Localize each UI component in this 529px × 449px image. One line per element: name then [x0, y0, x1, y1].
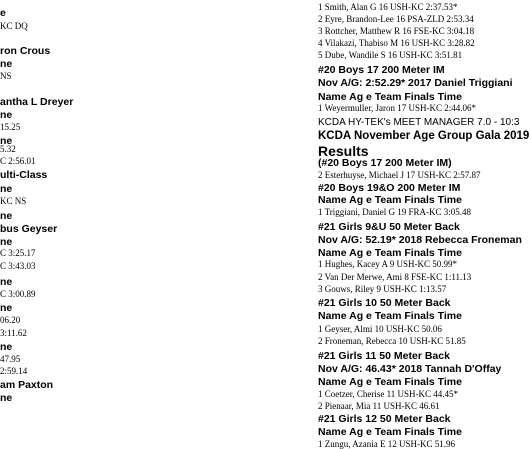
right-text-line: 1 Hughes, Kacey A 9 USH-KC 50.99*: [318, 259, 457, 269]
left-text-line: 06.20: [0, 315, 21, 325]
right-text-line: 2 Eyre, Brandon-Lee 16 PSA-ZLD 2:53.34: [318, 14, 474, 24]
right-text-line: 1 Geyser, Almi 10 USH-KC 50.06: [318, 324, 442, 334]
left-text-line: ne: [0, 210, 13, 222]
right-text-line: Name Ag e Team Finals Time: [318, 91, 462, 103]
right-text-line: Nov A/G: 2:52.29* 2017 Daniel Triggiani: [318, 77, 513, 89]
right-text-line: 2 Froneman, Rebecca 10 USH-KC 51.85: [318, 336, 466, 346]
right-text-line: 2 Pienaar, Mia 11 USH-KC 46.61: [318, 401, 440, 411]
left-text-line: KC DQ: [0, 21, 28, 31]
left-text-line: ne: [0, 135, 13, 147]
right-text-line: 5 Dube, Wandile S 16 USH-KC 3:51.81: [318, 50, 463, 60]
right-text-line: Nov A/G: 46.43* 2018 Tannah D'Offay: [318, 363, 502, 375]
right-text-line: 1 Coetzer, Cherise 11 USH-KC 44.45*: [318, 389, 459, 399]
left-text-line: ne: [0, 276, 13, 288]
right-text-line: Name Ag e Team Finals Time: [318, 426, 462, 438]
right-text-line: Nov A/G: 52.19* 2018 Rebecca Froneman: [318, 234, 522, 246]
right-text-line: 3 Gouws, Riley 9 USH-KC 1:13.57: [318, 284, 447, 294]
left-text-line: C 2:56.01: [0, 156, 36, 166]
right-text-line: 1 Triggiani, Daniel G 19 FRA-KC 3:05.48: [318, 207, 472, 217]
left-text-line: am Paxton: [0, 379, 54, 391]
left-text-line: ne: [0, 341, 13, 353]
left-text-line: ne: [0, 183, 13, 195]
left-text-line: 2:59.14: [0, 366, 28, 376]
left-text-line: KC NS: [0, 196, 27, 206]
right-text-line: 3 Rottcher, Matthew R 16 FSE-KC 3:04.18: [318, 26, 475, 36]
right-text-line: 1 Weyermuller, Jaron 17 USH-KC 2:44.06*: [318, 103, 476, 113]
left-text-line: ron Crous: [0, 45, 51, 57]
right-text-line: #20 Boys 19&O 200 Meter IM: [318, 182, 461, 194]
right-text-line: Name Ag e Team Finals Time: [318, 247, 462, 259]
right-text-line: Name Ag e Team Finals Time: [318, 194, 462, 206]
left-text-line: C 3:00.89: [0, 289, 36, 299]
right-text-line: 2 Esterhuyse, Michael J 17 USH-KC 2:57.87: [318, 170, 481, 180]
left-text-line: bus Geyser: [0, 223, 58, 235]
right-text-line: #21 Girls 12 50 Meter Back: [318, 413, 451, 425]
right-text-line: Results: [318, 143, 369, 159]
left-text-line: ulti-Class: [0, 169, 48, 181]
right-text-line: #21 Girls 9&U 50 Meter Back: [318, 221, 460, 233]
right-text-line: 2 Van Der Merwe, Ami 8 FSE-KC 1:11.13: [318, 272, 472, 282]
right-text-line: #21 Girls 11 50 Meter Back: [318, 350, 450, 362]
right-text-line: #21 Girls 10 50 Meter Back: [318, 297, 451, 309]
right-text-line: Name Ag e Team Finals Time: [318, 310, 462, 322]
left-text-line: 3:11.62: [0, 328, 27, 338]
right-text-line: (#20 Boys 17 200 Meter IM): [318, 157, 452, 169]
left-text-line: antha L Dreyer: [0, 96, 74, 108]
left-text-line: ne: [0, 392, 13, 404]
right-text-line: 4 Vilakazi, Thabiso M 16 USH-KC 3:28.82: [318, 38, 475, 48]
left-text-line: 47.95: [0, 354, 21, 364]
left-text-line: e: [0, 7, 6, 19]
right-text-line: #20 Boys 17 200 Meter IM: [318, 64, 445, 76]
right-text-line: Name Ag e Team Finals Time: [318, 376, 462, 388]
left-text-line: C 3:43.03: [0, 261, 36, 271]
left-text-line: C 3:25.17: [0, 248, 36, 258]
left-text-line: 15.25: [0, 122, 21, 132]
left-text-line: ne: [0, 302, 13, 314]
left-text-line: ne: [0, 109, 13, 121]
right-text-line: KCDA November Age Group Gala 2019: [318, 130, 529, 142]
right-text-line: KCDA HY-TEK's MEET MANAGER 7.0 - 10:3: [318, 117, 520, 128]
left-text-line: ne: [0, 58, 13, 70]
right-text-line: 1 Smith, Alan G 16 USH-KC 2:37.53*: [318, 2, 458, 12]
left-text-line: NS: [0, 71, 12, 81]
left-text-line: 5.32: [0, 144, 16, 154]
left-text-line: ne: [0, 236, 13, 248]
right-text-line: 1 Zungu, Azania E 12 USH-KC 51.96: [318, 439, 455, 449]
